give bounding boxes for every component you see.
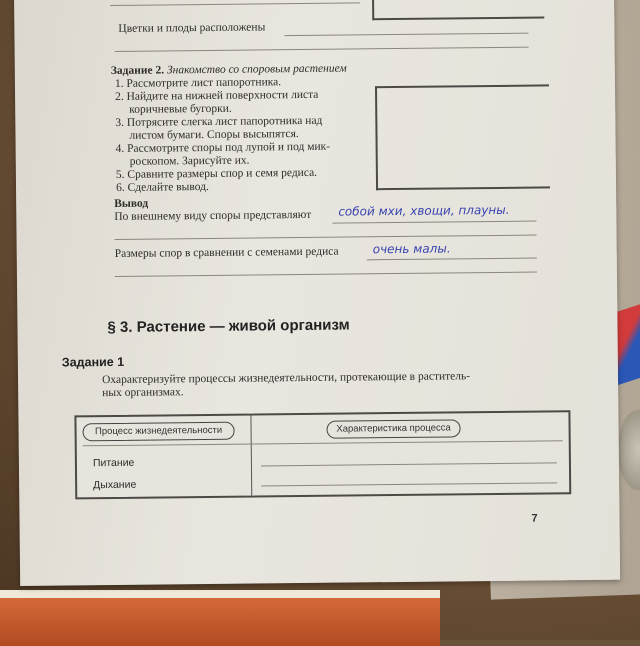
handwritten-answer-1: собой мхи, хвощи, плауны. — [338, 202, 510, 219]
answer-line — [261, 482, 557, 486]
task2-step: 2. Найдите на нижней поверхности листа — [115, 88, 319, 103]
drawing-frame — [375, 84, 550, 190]
table-row-label: Питание — [92, 456, 135, 470]
answer-line — [261, 462, 557, 466]
flowers-label: Цветки и плоды расположены — [118, 21, 266, 35]
conclusion-label-2: Размеры спор в сравнении с семенами редиса — [114, 245, 339, 260]
task1-text: Охарактеризуйте процессы жизнедеятельности, протекающие в раститель- — [101, 370, 471, 387]
task2-step: коричневые бугорки. — [129, 102, 232, 116]
answer-line — [332, 221, 536, 224]
book-cover-bottom — [0, 596, 440, 646]
task2-step: 3. Потрясите слегка лист папоротника над — [115, 114, 323, 129]
col1-header: Процесс жизнедеятельности — [82, 422, 234, 442]
workbook-page — [14, 0, 620, 586]
task2-step: листом бумаги. Споры высыпятся. — [129, 128, 299, 142]
answer-line — [110, 2, 360, 6]
task1-title: Задание 1 — [61, 354, 125, 370]
page-number: 7 — [531, 512, 538, 525]
task2-step: 6. Сделайте вывод. — [115, 180, 209, 194]
task2-step: 5. Сравните размеры спор и семя редиса. — [115, 166, 318, 181]
col2-header: Характеристика процесса — [326, 419, 460, 438]
task1-text: ных организмах. — [102, 386, 184, 400]
handwritten-answer-2: очень малы. — [372, 241, 451, 257]
task2-heading — [111, 63, 347, 77]
conclusion-label-1: По внешнему виду споры представляют — [114, 208, 312, 223]
answer-line — [367, 258, 537, 261]
table-row-label: Дыхание — [93, 478, 137, 492]
task2-step: 4. Рассмотрите споры под лупой и под мик- — [115, 140, 331, 155]
task2-subtitle: Знакомство со споровым растением — [166, 62, 347, 77]
task2-step: роскопом. Зарисуйте их. — [129, 154, 250, 168]
drawing-frame-top — [372, 0, 544, 20]
answer-line — [284, 33, 528, 37]
task2-step: 1. Рассмотрите лист папоротника. — [114, 76, 282, 90]
process-table — [74, 410, 571, 499]
table-header-line — [83, 440, 563, 446]
answer-line — [115, 47, 529, 52]
conclusion-heading: Вывод — [114, 197, 149, 210]
section-title: § 3. Растение — живой организм — [107, 316, 350, 337]
answer-line — [115, 235, 537, 240]
table-divider — [250, 416, 252, 496]
answer-line — [115, 272, 537, 277]
task2-title: Задание 2. — [110, 64, 165, 77]
